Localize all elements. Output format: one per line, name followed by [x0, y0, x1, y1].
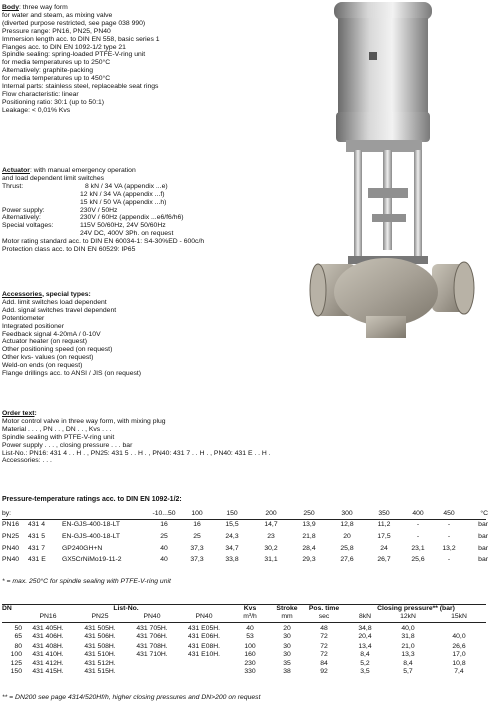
ct-header-table — [2, 605, 488, 621]
accessories-list — [2, 299, 252, 378]
ct-cell: 72 — [320, 632, 328, 640]
actuator-spec-value: 24V DC, 400V 3Ph. on request — [80, 230, 174, 238]
body-spec-lines — [2, 12, 242, 115]
ct-cell: 8,4 — [403, 660, 413, 668]
ct-cell: 20 — [283, 624, 291, 632]
accessory-item: Integrated positioner — [2, 322, 64, 330]
accessory-item: Feedback signal 4-20mA / 0-10V — [2, 330, 101, 338]
pt-unit-cell: bar — [478, 521, 488, 529]
pt-value-cell: 28,4 — [302, 544, 316, 552]
ct-cell: 40,0 — [401, 624, 415, 632]
ct-cell: 431 405H. — [32, 624, 64, 632]
valve-body — [310, 258, 474, 338]
ct-cell — [126, 660, 178, 668]
accessory-item: Add. signal switches travel dependent — [2, 306, 117, 314]
pt-row — [2, 554, 488, 566]
ct-cell: 50 — [14, 624, 22, 632]
pt-value-cell: 24,3 — [225, 533, 239, 541]
pt-value-cell: 29,3 — [302, 556, 316, 564]
body-spec-line: Internal parts: stainless steel, replaceable seat rings — [2, 83, 159, 91]
accessory-item: Flange drillings acc. to ANSI / JIS (on request) — [2, 370, 142, 378]
pt-ratings-table — [2, 508, 488, 566]
ct-8kn-header: 8kN — [358, 612, 372, 620]
pt-value-cell: 16 — [193, 521, 201, 529]
ct-cell: 53 — [246, 632, 254, 640]
ct-cell: 431 E05H. — [187, 624, 221, 632]
pt-value-cell: 13,2 — [442, 544, 456, 552]
pt-value-cell: 37,3 — [190, 544, 204, 552]
ct-data-row — [2, 651, 488, 659]
ct-cell: 65 — [14, 632, 22, 640]
ct-cell: 431 706H. — [136, 632, 168, 640]
order-text-line: Motor control valve in three way form, with mixing plug — [2, 417, 166, 425]
pt-temp-header: 100 — [191, 509, 203, 517]
pt-temp-header: 250 — [303, 509, 315, 517]
body-spec-line: Flanges acc. to DIN EN 1092-1/2 type 21 — [2, 43, 126, 51]
ct-cell — [178, 660, 230, 668]
pt-pn-cell: PN16 — [2, 521, 20, 529]
pt-pn-cell: PN40 — [2, 544, 20, 552]
actuator-spec-key: Alternatively: — [2, 214, 41, 222]
protection-class-line: Protection class acc. to DIN EN 60529: IP65 — [2, 245, 136, 253]
capacity-table — [2, 605, 488, 676]
ct-rule-header — [2, 622, 486, 623]
ct-pn40e-header: PN40 — [195, 612, 213, 620]
pt-value-cell: 11,2 — [377, 521, 391, 529]
ct-cell: 431 412H. — [32, 660, 64, 668]
ct-cell: 431 406H. — [32, 632, 64, 640]
accessories-section — [2, 291, 252, 378]
ct-listno-header: List-No. — [113, 605, 139, 612]
pt-value-cell: 17,5 — [377, 533, 391, 541]
ct-pos-unit: sec — [318, 612, 330, 620]
actuator-section — [2, 167, 332, 254]
ct-cell: 20,4 — [358, 632, 372, 640]
accessory-item: Actuator heater (on request) — [2, 338, 88, 346]
pt-value-cell: 30,2 — [264, 544, 278, 552]
ct-15kn-header: 15kN — [451, 612, 467, 620]
pt-by-label: by: — [2, 509, 12, 517]
pt-value-cell: 27,6 — [340, 556, 354, 564]
pt-value-cell: 31,1 — [264, 556, 278, 564]
actuator-spec-row — [2, 222, 332, 230]
pt-value-cell: 37,3 — [190, 556, 204, 564]
yoke-pillars — [348, 150, 428, 264]
ct-cell: 150 — [10, 668, 22, 676]
ct-cell: 48 — [320, 624, 328, 632]
ct-cell: 10,8 — [452, 660, 466, 668]
ct-pn16-header: PN16 — [39, 612, 57, 620]
order-text-line: List-No.: PN16: 431 4 . . H . , PN25: 431 5 . . H . , PN40: 431 7 . . H . , PN40: 431 E . . H . — [2, 449, 271, 457]
actuator-spec-value: 230V / 60Hz (appendix ...e6/f6/h6) — [80, 214, 184, 222]
pt-temp-header: 200 — [265, 509, 277, 517]
pt-value-cell: 15,5 — [225, 521, 239, 529]
pt-temp-header: 300 — [341, 509, 353, 517]
order-title-rest: : — [34, 410, 37, 417]
ct-kvs-unit: m³/h — [243, 612, 257, 620]
ct-cell: 5,2 — [360, 660, 370, 668]
pt-value-cell: 33,8 — [225, 556, 239, 564]
order-label: Order text — [2, 410, 35, 417]
body-spec-line: Spindle sealing: spring-loaded PTFE-V-ring unit — [2, 51, 146, 59]
ct-dn-header: DN — [2, 605, 12, 612]
pt-pn-cell: PN25 — [2, 533, 20, 541]
pt-material-cell: GX5CrNiMo19-11-2 — [62, 556, 122, 564]
pt-value-cell: 20 — [343, 533, 351, 541]
thrust-value-3: 15 kN / 50 VA (appendix ...h) — [80, 198, 167, 206]
ct-cell: 431 E08H. — [187, 642, 221, 650]
ct-cell: 431 508H. — [84, 642, 116, 650]
pt-value-cell: 40 — [160, 556, 168, 564]
pt-header-row — [2, 508, 488, 520]
pt-ratings-title: Pressure-temperature ratings acc. to DIN EN 1092-1/2: — [2, 496, 182, 503]
body-heading-line — [2, 4, 242, 12]
pt-listno-cell: 431 5 — [28, 533, 46, 541]
ct-cell: 13,3 — [401, 650, 415, 658]
pt-footnote: * = max. 250°C for spindle sealing with PTFE-V-ring unit — [2, 578, 171, 585]
ct-cell: 431 E06H. — [187, 632, 221, 640]
ct-data-row — [2, 643, 488, 651]
accessory-item: Add. limit switches load dependent — [2, 298, 107, 306]
ct-12kn-header: 12kN — [400, 612, 416, 620]
motor-rating-line: Motor rating standard acc. to DIN EN 60034-1: S4-30%ED - 600c/h — [2, 238, 205, 246]
order-text-line: Spindle sealing with PTFE-V-ring unit — [2, 433, 115, 441]
actuator-spec-value: 230V / 50Hz — [80, 206, 118, 214]
ct-cell: 8,4 — [360, 650, 370, 658]
ct-cell: 17,0 — [452, 650, 466, 658]
order-text-line: Material . . . , PN . . , DN . . , Kvs . . . — [2, 425, 112, 433]
pt-value-cell: 25,6 — [411, 556, 425, 564]
ct-cell: 431 512H. — [84, 660, 116, 668]
body-spec-line: for media temperatures up to 450°C — [2, 75, 111, 83]
ct-cell: 34,8 — [358, 624, 372, 632]
accessory-item: Other kvs- values (on request) — [2, 354, 94, 362]
ct-closing-header: Closing pressure** (bar) — [377, 605, 455, 612]
actuator-spec-value: 115V 50/60Hz, 24V 50/60Hz — [80, 222, 166, 230]
ct-row-groups — [2, 625, 488, 676]
ct-data-row — [2, 660, 488, 668]
pt-value-cell: - — [416, 533, 420, 541]
ct-cell: 431 505H. — [84, 624, 116, 632]
body-spec-section — [2, 4, 242, 115]
accessories-title-rest: , special types: — [42, 291, 91, 298]
body-spec-line: Flow characteristic: linear — [2, 90, 79, 98]
pt-row — [2, 520, 488, 532]
pt-value-cell: 23,1 — [411, 544, 425, 552]
ct-cell: 431 506H. — [84, 632, 116, 640]
pt-row — [2, 543, 488, 555]
ct-cell: 431 708H. — [136, 642, 168, 650]
ct-postime-header: Pos. time — [308, 605, 340, 612]
actuator-label: Actuator — [2, 167, 30, 174]
body-spec-line: (diverted purpose restricted, see page 038 990) — [2, 19, 146, 27]
accessories-label: Accessories — [2, 291, 43, 298]
ct-cell: 92 — [320, 668, 328, 676]
pt-unit-cell: bar — [478, 556, 488, 564]
body-spec-line: Positioning ratio: 30:1 (up to 50:1) — [2, 98, 105, 106]
ct-cell: 21,0 — [401, 642, 415, 650]
body-spec-line: Immersion length acc. to DIN EN 558, basic series 1 — [2, 35, 160, 43]
pt-temp-header: 450 — [443, 509, 455, 517]
actuator-spec-row — [2, 214, 332, 222]
accessory-item: Weld-on ends (on request) — [2, 362, 83, 370]
pt-value-cell: 16 — [160, 521, 168, 529]
actuator-housing — [334, 2, 432, 152]
ct-header-row-2 — [2, 613, 488, 621]
order-text-lines — [2, 418, 402, 465]
pt-material-cell: GP240GH+N — [62, 544, 103, 552]
ct-cell: 5,7 — [403, 668, 413, 676]
pt-value-cell: 23 — [267, 533, 275, 541]
ct-cell: 40 — [246, 624, 254, 632]
pt-value-cell: - — [416, 521, 420, 529]
body-text: : three way form — [19, 4, 68, 11]
actuator-spec-row — [2, 230, 332, 238]
ct-stroke-header: Stroke — [276, 605, 298, 612]
ct-cell — [126, 668, 178, 676]
ct-cell: 100 — [10, 650, 22, 658]
ct-cell: 431 515H. — [84, 668, 116, 676]
ct-cell: 330 — [244, 668, 256, 676]
order-text-line: Accessories: . . . — [2, 457, 52, 465]
ct-cell: 100 — [244, 642, 256, 650]
ct-cell: 125 — [10, 660, 22, 668]
actuator-intro-1: : with manual emergency operation — [29, 167, 136, 174]
thrust-value-1: 8 kN / 34 VA (appendix ...e) — [85, 182, 168, 190]
ct-cell: 40,0 — [452, 632, 466, 640]
pt-value-cell: - — [447, 556, 451, 564]
pt-unit-cell: bar — [478, 533, 488, 541]
ct-row-group — [2, 660, 488, 676]
ct-cell: 30 — [283, 632, 291, 640]
ct-row-group — [2, 625, 488, 641]
thrust-label: Thrust: — [2, 182, 24, 190]
actuator-spec-key: Special voltages: — [2, 222, 54, 230]
ct-cell — [430, 625, 488, 633]
ct-data-row — [2, 668, 488, 676]
ct-cell: 431 710H. — [136, 650, 168, 658]
ct-data-row — [2, 625, 488, 633]
body-label: Body — [2, 4, 19, 11]
ct-cell: 3,5 — [360, 668, 370, 676]
pt-value-cell: 21,8 — [302, 533, 316, 541]
pt-listno-cell: 431 E — [28, 556, 46, 564]
pt-listno-cell: 431 4 — [28, 521, 46, 529]
ct-cell: 431 410H. — [32, 650, 64, 658]
body-spec-line: Alternatively: graphite-packing — [2, 67, 94, 75]
ct-footnote: ** = DN200 see page 4314/520Hf/h, higher closing pressures and DN>200 on request — [2, 694, 261, 701]
pt-temp-header: 400 — [412, 509, 424, 517]
pt-temp-header: 150 — [226, 509, 238, 517]
ct-cell: 431 705H. — [136, 624, 168, 632]
ct-pn40-header: PN40 — [143, 612, 161, 620]
thrust-value-2: 12 kN / 34 VA (appendix ...f) — [80, 190, 165, 198]
actuator-spec-rows — [2, 207, 332, 239]
ct-cell: 431 E10H. — [187, 650, 221, 658]
ct-cell — [178, 668, 230, 676]
order-text-section — [2, 410, 402, 465]
pt-value-cell: 34,7 — [225, 544, 239, 552]
pt-value-cell: 25,8 — [340, 544, 354, 552]
pt-temp-header: 350 — [378, 509, 390, 517]
ct-cell: 35 — [283, 660, 291, 668]
pt-material-cell: EN-GJS-400-18-LT — [62, 533, 121, 541]
ct-row-group — [2, 643, 488, 659]
ct-cell: 431 415H. — [32, 668, 64, 676]
body-spec-line: for media temperatures up to 250°C — [2, 59, 111, 67]
pt-row — [2, 531, 488, 543]
pt-value-cell: 25 — [193, 533, 201, 541]
actuator-spec-row — [2, 207, 332, 215]
ct-data-row — [2, 633, 488, 641]
ct-cell: 431 408H. — [32, 642, 64, 650]
ct-cell: 30 — [283, 650, 291, 658]
ct-cell: 72 — [320, 650, 328, 658]
pt-value-cell: 26,7 — [377, 556, 391, 564]
pt-value-cell: 14,7 — [264, 521, 278, 529]
actuator-spec-key: Power supply: — [2, 206, 45, 214]
pt-unit-header: °C — [480, 509, 488, 517]
pt-value-cell: 24 — [380, 544, 388, 552]
ct-stroke-unit: mm — [281, 612, 293, 620]
ct-cell: 72 — [320, 642, 328, 650]
ct-cell: 230 — [244, 660, 256, 668]
ct-cell: 160 — [244, 650, 256, 658]
body-spec-line: for water and steam, as mixing valve — [2, 11, 113, 19]
accessory-item: Other positioning speed (on request) — [2, 346, 113, 354]
pt-value-cell: - — [447, 533, 451, 541]
pt-pn-cell: PN40 — [2, 556, 20, 564]
ct-cell: 26,6 — [452, 642, 466, 650]
order-text-line: Power supply . . . , closing pressure . . . bar — [2, 441, 133, 449]
pt-value-cell: - — [447, 521, 451, 529]
pt-material-cell: EN-GJS-400-18-LT — [62, 521, 121, 529]
pt-unit-cell: bar — [478, 544, 488, 552]
pt-value-cell: 40 — [160, 544, 168, 552]
pt-listno-cell: 431 7 — [28, 544, 46, 552]
ct-cell: 30 — [283, 642, 291, 650]
ct-cell: 431 510H. — [84, 650, 116, 658]
pt-value-cell: 12,8 — [340, 521, 354, 529]
actuator-intro-2: and load dependent limit switches — [2, 174, 105, 182]
accessory-item: Potentiometer — [2, 314, 45, 322]
pt-value-cell: 13,9 — [302, 521, 316, 529]
ct-cell: 31,8 — [401, 632, 415, 640]
ct-cell: 7,4 — [454, 668, 464, 676]
body-spec-line: Pressure range: PN16, PN25, PN40 — [2, 27, 111, 35]
ct-cell: 13,4 — [358, 642, 372, 650]
ct-pn25-header: PN25 — [91, 612, 109, 620]
body-spec-line: Leakage: < 0,01% Kvs — [2, 106, 71, 114]
ct-kvs-header: Kvs — [243, 605, 257, 612]
ct-cell: 80 — [14, 642, 22, 650]
pt-value-cell: 25 — [160, 533, 168, 541]
ct-cell: 38 — [283, 668, 291, 676]
ct-cell: 84 — [320, 660, 328, 668]
pt-temp-header: -10...50 — [152, 509, 176, 517]
ct-header-row-1 — [2, 605, 488, 613]
